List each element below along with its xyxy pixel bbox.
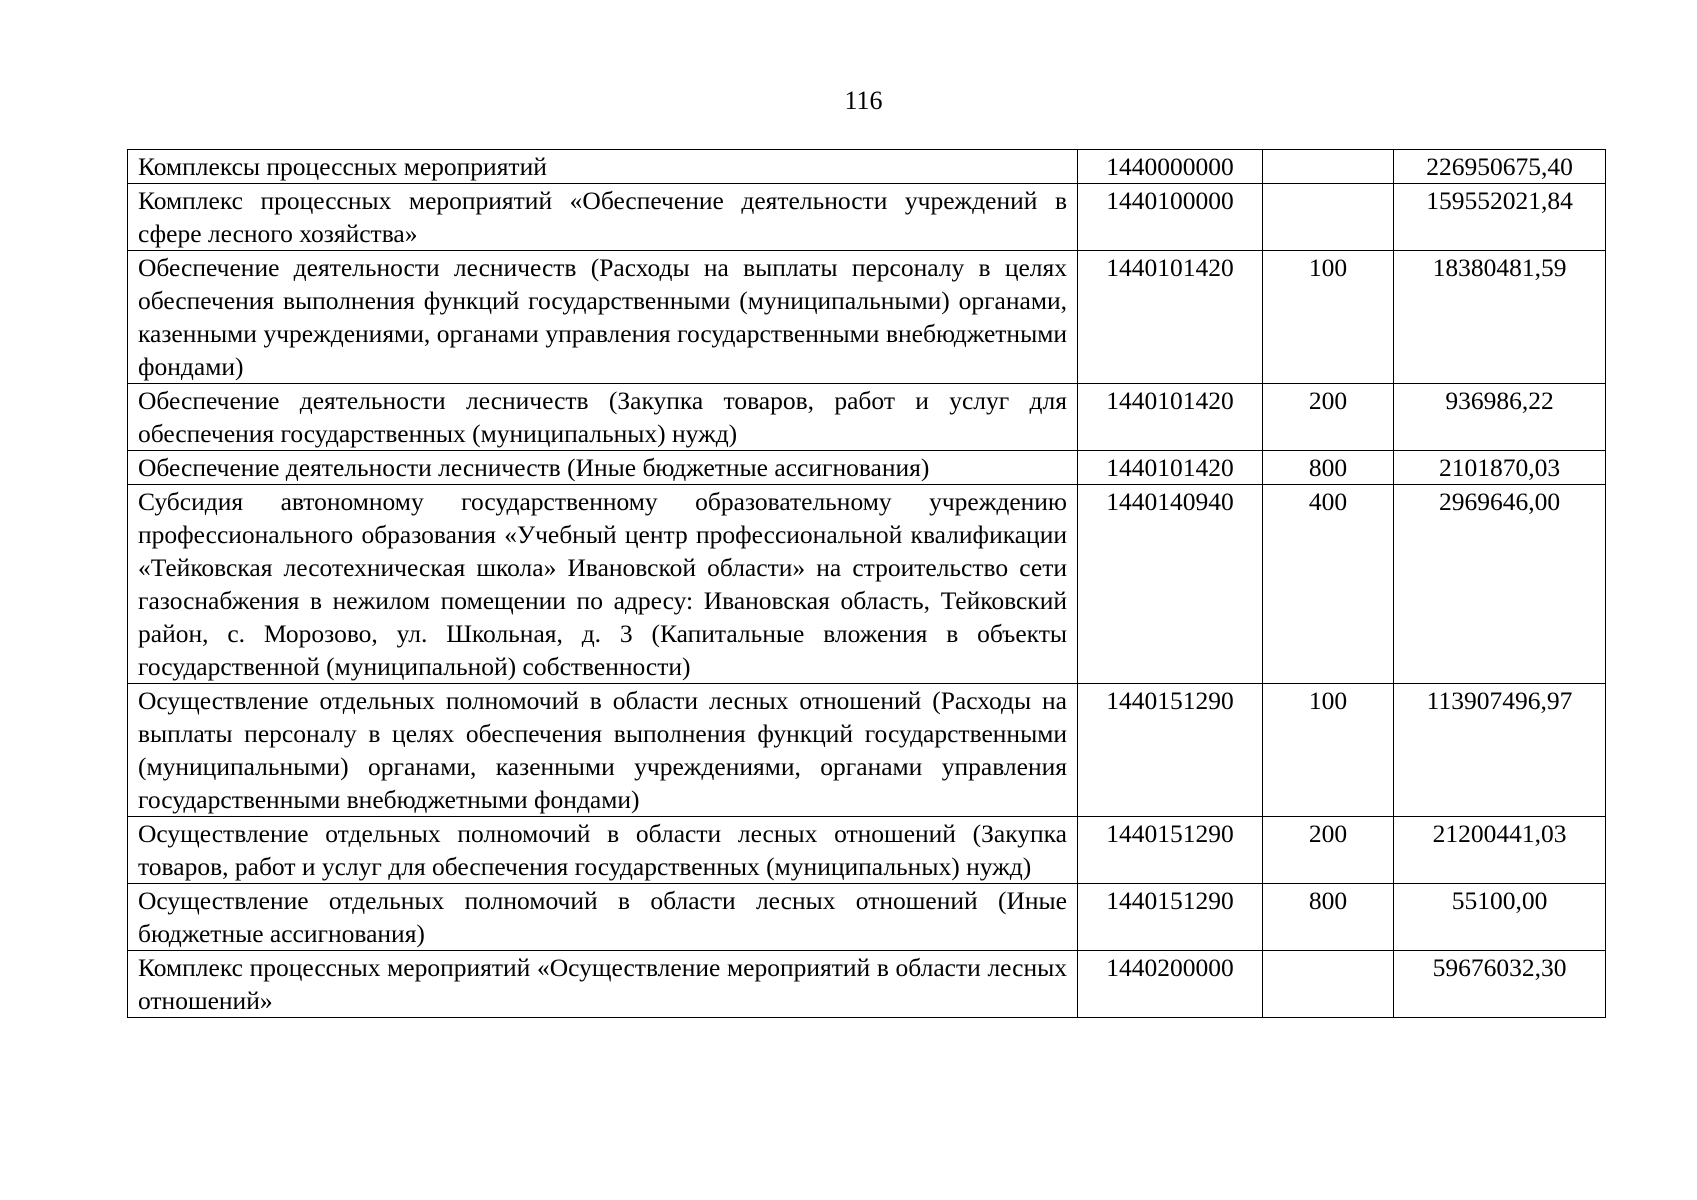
table-row [128, 951, 1606, 1018]
row-code-cell: 1440151290 [1078, 884, 1263, 951]
table-row [128, 884, 1606, 951]
row-name-cell: Осуществление отдельных полномочий в области лесных отношений (Закупка товаров, работ и услуг для обеспечения государственных (муниципальных) нужд) [128, 817, 1078, 884]
row-sum-cell: 21200441,03 [1394, 817, 1606, 884]
row-sum-cell: 226950675,40 [1394, 150, 1606, 184]
row-type-cell: 800 [1263, 451, 1394, 485]
row-code-cell: 1440151290 [1078, 684, 1263, 817]
row-type-cell: 200 [1263, 817, 1394, 884]
row-name-cell: Осуществление отдельных полномочий в области лесных отношений (Расходы на выплаты персоналу в целях обеспечения выполнения функций государственными (муниципальными) органами, казенными учреждениями, органами управления государственными внебюджетными фондами) [128, 684, 1078, 817]
row-name-cell: Комплекс процессных мероприятий «Обеспечение деятельности учреждений в сфере лесного хозяйства» [128, 184, 1078, 251]
table-row [128, 184, 1606, 251]
row-code-cell: 1440000000 [1078, 150, 1263, 184]
page-number: 116 [844, 86, 883, 115]
row-name-cell: Обеспечение деятельности лесничеств (Закупка товаров, работ и услуг для обеспечения государственных (муниципальных) нужд) [128, 384, 1078, 451]
row-type-cell [1263, 951, 1394, 1018]
row-code-cell: 1440200000 [1078, 951, 1263, 1018]
row-type-cell: 200 [1263, 384, 1394, 451]
row-type-cell: 400 [1263, 485, 1394, 684]
row-code-cell: 1440140940 [1078, 485, 1263, 684]
row-code-cell: 1440101420 [1078, 384, 1263, 451]
row-type-cell: 100 [1263, 251, 1394, 384]
row-code-cell: 1440151290 [1078, 817, 1263, 884]
row-sum-cell: 55100,00 [1394, 884, 1606, 951]
row-name-cell: Комплекс процессных мероприятий «Осуществление мероприятий в области лесных отношений» [128, 951, 1078, 1018]
table-row [128, 150, 1606, 184]
row-sum-cell: 18380481,59 [1394, 251, 1606, 384]
row-code-cell: 1440100000 [1078, 184, 1263, 251]
row-sum-cell: 113907496,97 [1394, 684, 1606, 817]
table-row [128, 684, 1606, 817]
row-type-cell: 100 [1263, 684, 1394, 817]
row-code-cell: 1440101420 [1078, 251, 1263, 384]
row-name-cell: Осуществление отдельных полномочий в области лесных отношений (Иные бюджетные ассигнования) [128, 884, 1078, 951]
table-row [128, 384, 1606, 451]
table-row [128, 451, 1606, 485]
row-type-cell [1263, 150, 1394, 184]
row-code-cell: 1440101420 [1078, 451, 1263, 485]
row-sum-cell: 2101870,03 [1394, 451, 1606, 485]
table-row [128, 817, 1606, 884]
row-sum-cell: 936986,22 [1394, 384, 1606, 451]
table-row [128, 485, 1606, 684]
row-sum-cell: 159552021,84 [1394, 184, 1606, 251]
row-type-cell: 800 [1263, 884, 1394, 951]
row-name-cell: Обеспечение деятельности лесничеств (Расходы на выплаты персоналу в целях обеспечения выполнения функций государственными (муниципальными) органами, казенными учреждениями, органами управления государственными внебюджетными фондами) [128, 251, 1078, 384]
budget-table [127, 149, 1606, 1018]
row-sum-cell: 59676032,30 [1394, 951, 1606, 1018]
row-sum-cell: 2969646,00 [1394, 485, 1606, 684]
row-name-cell: Обеспечение деятельности лесничеств (Иные бюджетные ассигнования) [128, 451, 1078, 485]
row-type-cell [1263, 184, 1394, 251]
table-row [128, 251, 1606, 384]
row-name-cell: Субсидия автономному государственному образовательному учреждению профессионального образования «Учебный центр профессиональной квалификации «Тейковская лесотехническая школа» Ивановской области» на строительство сети газоснабжения в нежилом помещении по адресу: Ивановская область, Тейковский район, с. Морозово, ул. Школьная, д. 3 (Капитальные вложения в объекты государственной (муниципальной) собственности) [128, 485, 1078, 684]
row-name-cell: Комплексы процессных мероприятий [128, 150, 1078, 184]
